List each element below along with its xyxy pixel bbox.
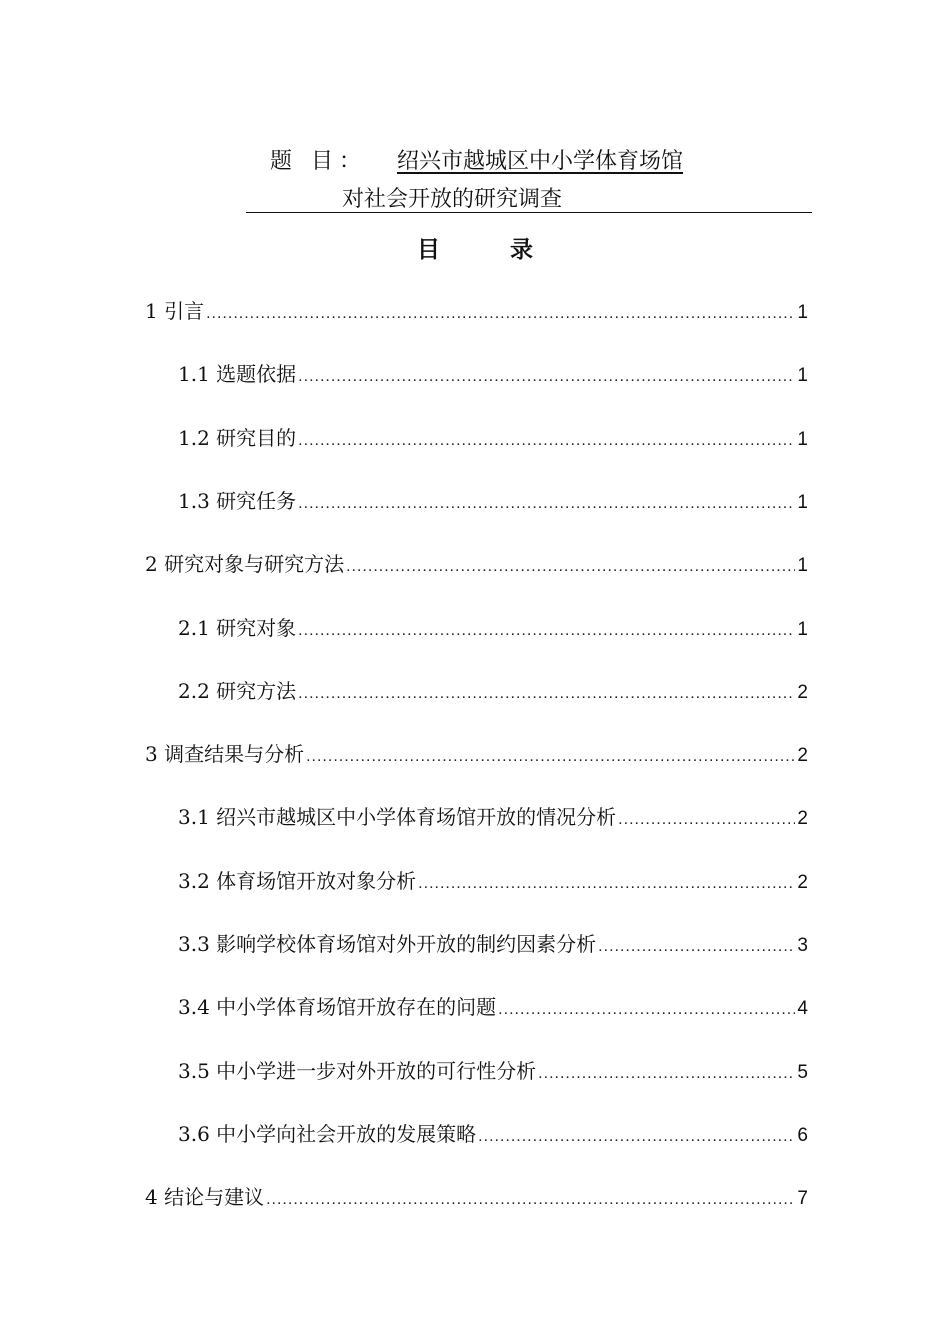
title-line-1 [270, 146, 683, 178]
toc-leader-dots [538, 1060, 795, 1088]
toc-leader-dots [298, 490, 795, 518]
toc-page-number: 2 [797, 808, 808, 829]
toc-entry-label: 3.2 体育场馆开放对象分析 [178, 869, 417, 893]
toc-page-number: 1 [797, 429, 808, 450]
toc-leader-dots [478, 1123, 795, 1151]
toc-leader-dots [598, 933, 795, 961]
toc-page-number: 4 [797, 998, 808, 1019]
toc-page-number: 5 [797, 1062, 808, 1083]
title-text-line-1: 绍兴市越城区中小学体育场馆 [397, 149, 684, 174]
toc-page-number: 2 [797, 872, 808, 893]
toc-page-number: 1 [797, 302, 808, 323]
toc-entry-label: 3.1 绍兴市越城区中小学体育场馆开放的情况分析 [178, 805, 617, 829]
toc-leader-dots [498, 996, 795, 1024]
toc-page-number: 1 [797, 555, 808, 576]
toc-entry-label: 3.5 中小学进一步对外开放的可行性分析 [178, 1059, 537, 1083]
toc-leader-dots [298, 427, 795, 455]
toc-entry[interactable] [178, 993, 808, 1021]
toc-entry[interactable] [178, 677, 808, 705]
toc-page-number: 1 [797, 619, 808, 640]
toc-entry-label: 2 研究对象与研究方法 [145, 552, 345, 576]
title-label: 题 目： [270, 149, 367, 174]
toc-page-number: 2 [797, 745, 808, 766]
toc-leader-dots [618, 806, 795, 834]
toc-leader-dots [346, 553, 795, 581]
toc-leader-dots [206, 300, 795, 328]
toc-entry-label: 3 调查结果与分析 [145, 742, 305, 766]
toc-page-number: 1 [797, 365, 808, 386]
toc-leader-dots [418, 870, 795, 898]
toc-page-number: 7 [797, 1188, 808, 1209]
toc-entry-label: 3.4 中小学体育场馆开放存在的问题 [178, 995, 497, 1019]
toc-heading [0, 234, 950, 266]
toc-entry-label: 1.3 研究任务 [178, 489, 297, 513]
title-text-line-2: 对社会开放的研究调查 [342, 187, 563, 212]
toc-entry-label: 3.3 影响学校体育场馆对外开放的制约因素分析 [178, 932, 597, 956]
toc-entry-label: 2.2 研究方法 [178, 679, 297, 703]
toc-leader-dots [298, 363, 795, 391]
toc-entry[interactable] [178, 487, 808, 515]
toc-page-number: 3 [797, 935, 808, 956]
toc-heading-right: 录 [510, 237, 533, 263]
toc-entry[interactable] [145, 550, 808, 578]
toc-entry-label: 4 结论与建议 [145, 1185, 265, 1209]
toc-leader-dots [298, 617, 795, 645]
toc-entry[interactable] [145, 740, 808, 768]
toc-entry[interactable] [178, 424, 808, 452]
toc-entry-label: 3.6 中小学向社会开放的发展策略 [178, 1122, 477, 1146]
toc-entry[interactable] [178, 1120, 808, 1148]
toc-entry[interactable] [178, 803, 808, 831]
toc-entry-label: 1.2 研究目的 [178, 426, 297, 450]
toc-entry[interactable] [178, 1057, 808, 1085]
toc-entry[interactable] [178, 930, 808, 958]
toc-entry[interactable] [178, 360, 808, 388]
toc-leader-dots [298, 680, 795, 708]
toc-leader-dots [306, 743, 795, 771]
toc-entry-label: 1 引言 [145, 299, 205, 323]
toc-page-number: 1 [797, 492, 808, 513]
toc-heading-left: 目 [417, 237, 440, 263]
toc-entry[interactable] [145, 297, 808, 325]
toc-entry-label: 1.1 选题依据 [178, 362, 297, 386]
toc-page-number: 6 [797, 1125, 808, 1146]
toc-entry[interactable] [145, 1183, 808, 1211]
toc-entry-label: 2.1 研究对象 [178, 616, 297, 640]
toc-entry[interactable] [178, 614, 808, 642]
toc-page-number: 2 [797, 682, 808, 703]
title-line-2 [246, 186, 812, 213]
toc-leader-dots [266, 1186, 795, 1214]
toc-entry[interactable] [178, 867, 808, 895]
